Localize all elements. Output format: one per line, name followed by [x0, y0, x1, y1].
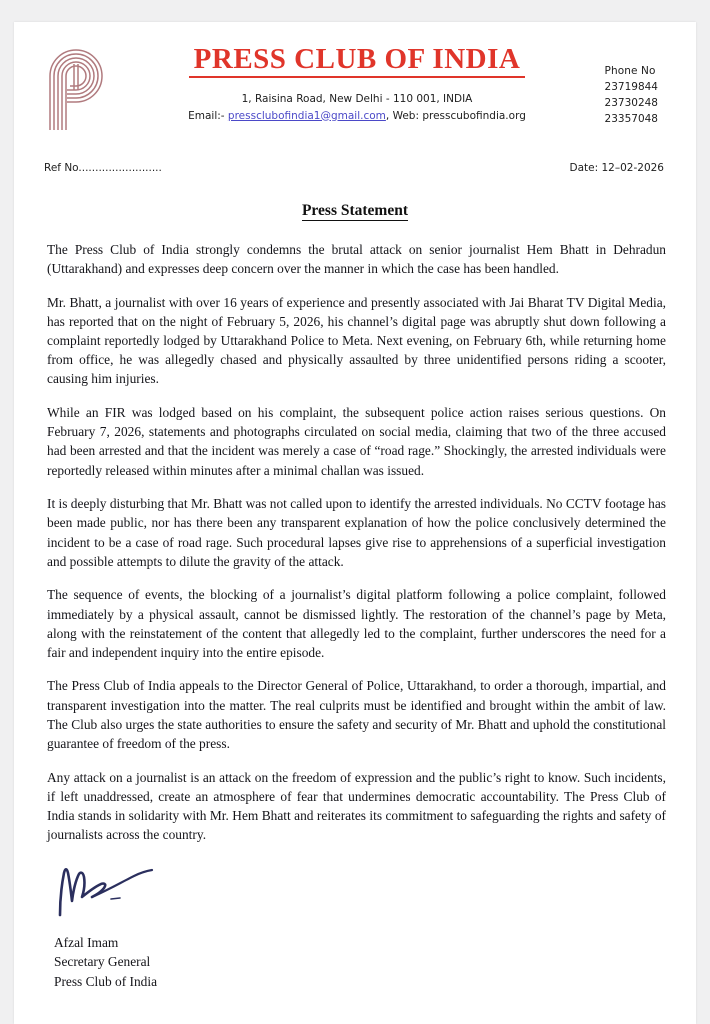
paragraph: While an FIR was lodged based on his complaint, the subsequent police action raises serious questions. On February 7, 2026, statements and photographs circulated on social media, claiming that two of the three accused had been arrested and that the incident was merely a case of “road rage.” Shockingly, the arrested individuals were reportedly released within minutes after a minimal challan was issued. — [47, 405, 666, 478]
phone-label: Phone No — [604, 65, 656, 77]
letterhead-center — [142, 44, 572, 124]
phone-number: 23357048 — [604, 112, 658, 125]
signatory-designation: Secretary General — [54, 954, 151, 970]
organisation-title: PRESS CLUB OF INDIA — [189, 44, 526, 78]
document-page — [14, 22, 696, 1024]
phone-number: 23730248 — [604, 96, 658, 109]
paragraph: The Press Club of India appeals to the Director General of Police, Uttarakhand, to order a thorough, impartial, and transparent investigation into the matter. The real culprits must be identified and brought within the ambit of law. The Club also urges the state authorities to ensure the safety and security of Mr. Bhatt and uphold the constitutional guarantee of freedom of the press. — [47, 678, 666, 751]
email-label: Email:- — [188, 109, 225, 122]
signature-block — [54, 859, 696, 991]
paragraph: The sequence of events, the blocking of a journalist’s digital platform following a police complaint, followed immediately by a physical assault, cannot be dismissed lightly. The restoration of the channel’s page by Meta, along with the reinstatement of the content that allegedly led to the complaint, further underscores the need for a fair and independent inquiry into the entire episode. — [47, 587, 666, 660]
paragraph: Mr. Bhatt, a journalist with over 16 years of experience and presently associated with Jai Bharat TV Digital Media, has reported that on the night of February 5, 2026, his channel’s digital page was abruptly shut down following a complaint reportedly lodged by Uttarakhand Police to Meta. Next evening, on February 6th, while returning home from office, he was allegedly chased and physically assaulted by three unidentified persons riding a scooter, causing him injuries. — [47, 294, 666, 387]
signatory-organisation: Press Club of India — [54, 973, 158, 989]
email-link[interactable]: pressclubofindia1@gmail.com — [227, 109, 386, 122]
reference-number: Ref No......................... — [44, 162, 162, 174]
letterhead — [14, 22, 696, 140]
phone-number: 23719844 — [604, 80, 658, 93]
document-heading — [14, 202, 696, 220]
organisation-address: 1, Raisina Road, New Delhi - 110 001, INDIA — [241, 93, 473, 106]
paragraph: The Press Club of India strongly condemns the brutal attack on senior journalist Hem Bhatt in Dehradun (Uttarakhand) and expresses deep concern over the manner in which the case has been handled. — [47, 242, 666, 277]
handwritten-signature-icon — [54, 859, 174, 921]
document-heading-text: Press Statement — [301, 202, 409, 219]
reference-date-row — [36, 162, 672, 180]
website-text: , Web: presscubofindia.org — [385, 109, 526, 122]
signatory-details — [54, 933, 696, 991]
statement-body — [47, 240, 666, 844]
document-date: Date: 12–02-2026 — [569, 162, 664, 174]
phone-numbers — [605, 64, 658, 128]
paragraph: It is deeply disturbing that Mr. Bhatt was not called upon to identify the arrested individuals. No CCTV footage has been made public, nor has there been any transparent explanation of how the police conclusively determined the incident to be a case of road rage. Such procedural lapses give rise to apprehensions of a superficial investigation and possible attempts to dilute the gravity of the attack. — [47, 496, 666, 569]
press-club-of-india-monogram-icon — [40, 40, 112, 132]
organisation-contact — [142, 108, 572, 124]
signatory-name: Afzal Imam — [54, 934, 119, 950]
paragraph: Any attack on a journalist is an attack on the freedom of expression and the public’s right to know. Such incidents, if left unaddressed, create an atmosphere of fear that undermines democratic accountability. The Press Club of India stands in solidarity with Mr. Hem Bhatt and reiterates its commitment to safeguarding the rights and safety of journalists across the country. — [47, 769, 666, 843]
